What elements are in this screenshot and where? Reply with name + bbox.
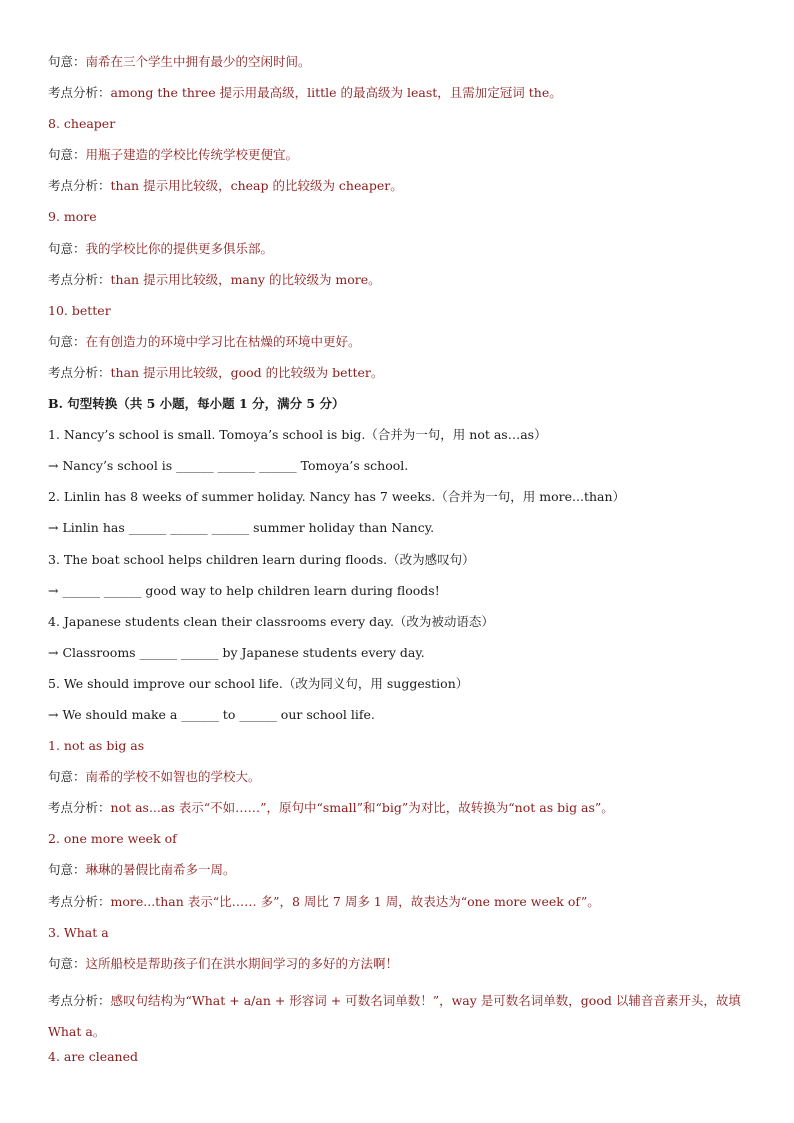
answer-line: 1. not as big as xyxy=(48,738,145,754)
question-line: 2. Linlin has 8 weeks of summer holiday. Nancy has 7 weeks.（合并为一句，用 more...than） xyxy=(48,489,626,505)
analysis-line: 考点分析：than 提示用比较级，many 的比较级为 more。 xyxy=(48,271,381,287)
question-line: 5. We should improve our school life.（改为同义句，用 suggestion） xyxy=(48,675,469,691)
answer-line: 10. better xyxy=(48,302,111,318)
sentence-meaning-line: 句意：用瓶子建造的学校比传统学校更便宜。 xyxy=(48,147,299,163)
answer-line: 2. one more week of xyxy=(48,831,177,847)
question-line: 1. Nancy’s school is small. Tomoya’s school is big.（合并为一句，用 not as…as） xyxy=(48,427,547,443)
section-heading: B. 句型转换（共 5 小题，每小题 1 分，满分 5 分） xyxy=(48,396,345,412)
question-blank-line: → Linlin has ______ ______ ______ summer holiday than Nancy. xyxy=(48,520,435,536)
answer-line: 4. are cleaned xyxy=(48,1049,138,1064)
analysis-line: 考点分析：than 提示用比较级，cheap 的比较级为 cheaper。 xyxy=(48,178,403,194)
analysis-line: 考点分析：among the three 提示用最高级，little 的最高级为 least，且需加定冠词 the。 xyxy=(48,85,562,101)
question-blank-line: → We should make a ______ to ______ our school life. xyxy=(48,706,375,722)
sentence-meaning-line: 句意：琳琳的暑假比南希多一周。 xyxy=(48,862,236,878)
sentence-meaning-line: 句意：在有创造力的环境中学习比在枯燥的环境中更好。 xyxy=(48,333,361,349)
analysis-line: 考点分析：感叹句结构为“What + a/an + 形容词 + 可数名词单数！”，way 是可数名词单数，good 以辅音音素开头，故填 What a。 xyxy=(48,992,741,1039)
analysis-line: 考点分析：than 提示用比较级，good 的比较级为 better。 xyxy=(48,364,384,380)
answer-line: 3. What a xyxy=(48,924,109,940)
answer-line: 8. cheaper xyxy=(48,116,116,132)
sentence-meaning-line: 句意：我的学校比你的提供更多俱乐部。 xyxy=(48,240,274,256)
question-line: 4. Japanese students clean their classrooms every day.（改为被动语态） xyxy=(48,613,494,629)
question-line: 3. The boat school helps children learn during floods.（改为感叹句） xyxy=(48,551,475,567)
analysis-line: 考点分析：not as...as 表示“不如……”，原句中“small”和“big”为对比，故转换为“not as big as”。 xyxy=(48,800,614,816)
sentence-meaning-line: 句意：这所船校是帮助孩子们在洪水期间学习的多好的方法啊！ xyxy=(48,955,399,971)
sentence-meaning-line: 句意：南希在三个学生中拥有最少的空闲时间。 xyxy=(48,54,311,69)
question-blank-line: → ______ ______ good way to help children learn during floods! xyxy=(48,582,440,598)
sentence-meaning-line: 句意：南希的学校不如智也的学校大。 xyxy=(48,769,261,785)
question-blank-line: → Nancy’s school is ______ ______ ______ Tomoya’s school. xyxy=(48,458,409,474)
answer-line: 9. more xyxy=(48,209,97,225)
document-page xyxy=(48,52,758,1078)
analysis-line: 考点分析：more...than 表示“比…… 多”，8 周比 7 周多 1 周，故表达为“one more week of”。 xyxy=(48,893,600,909)
question-blank-line: → Classrooms ______ ______ by Japanese students every day. xyxy=(48,644,425,660)
